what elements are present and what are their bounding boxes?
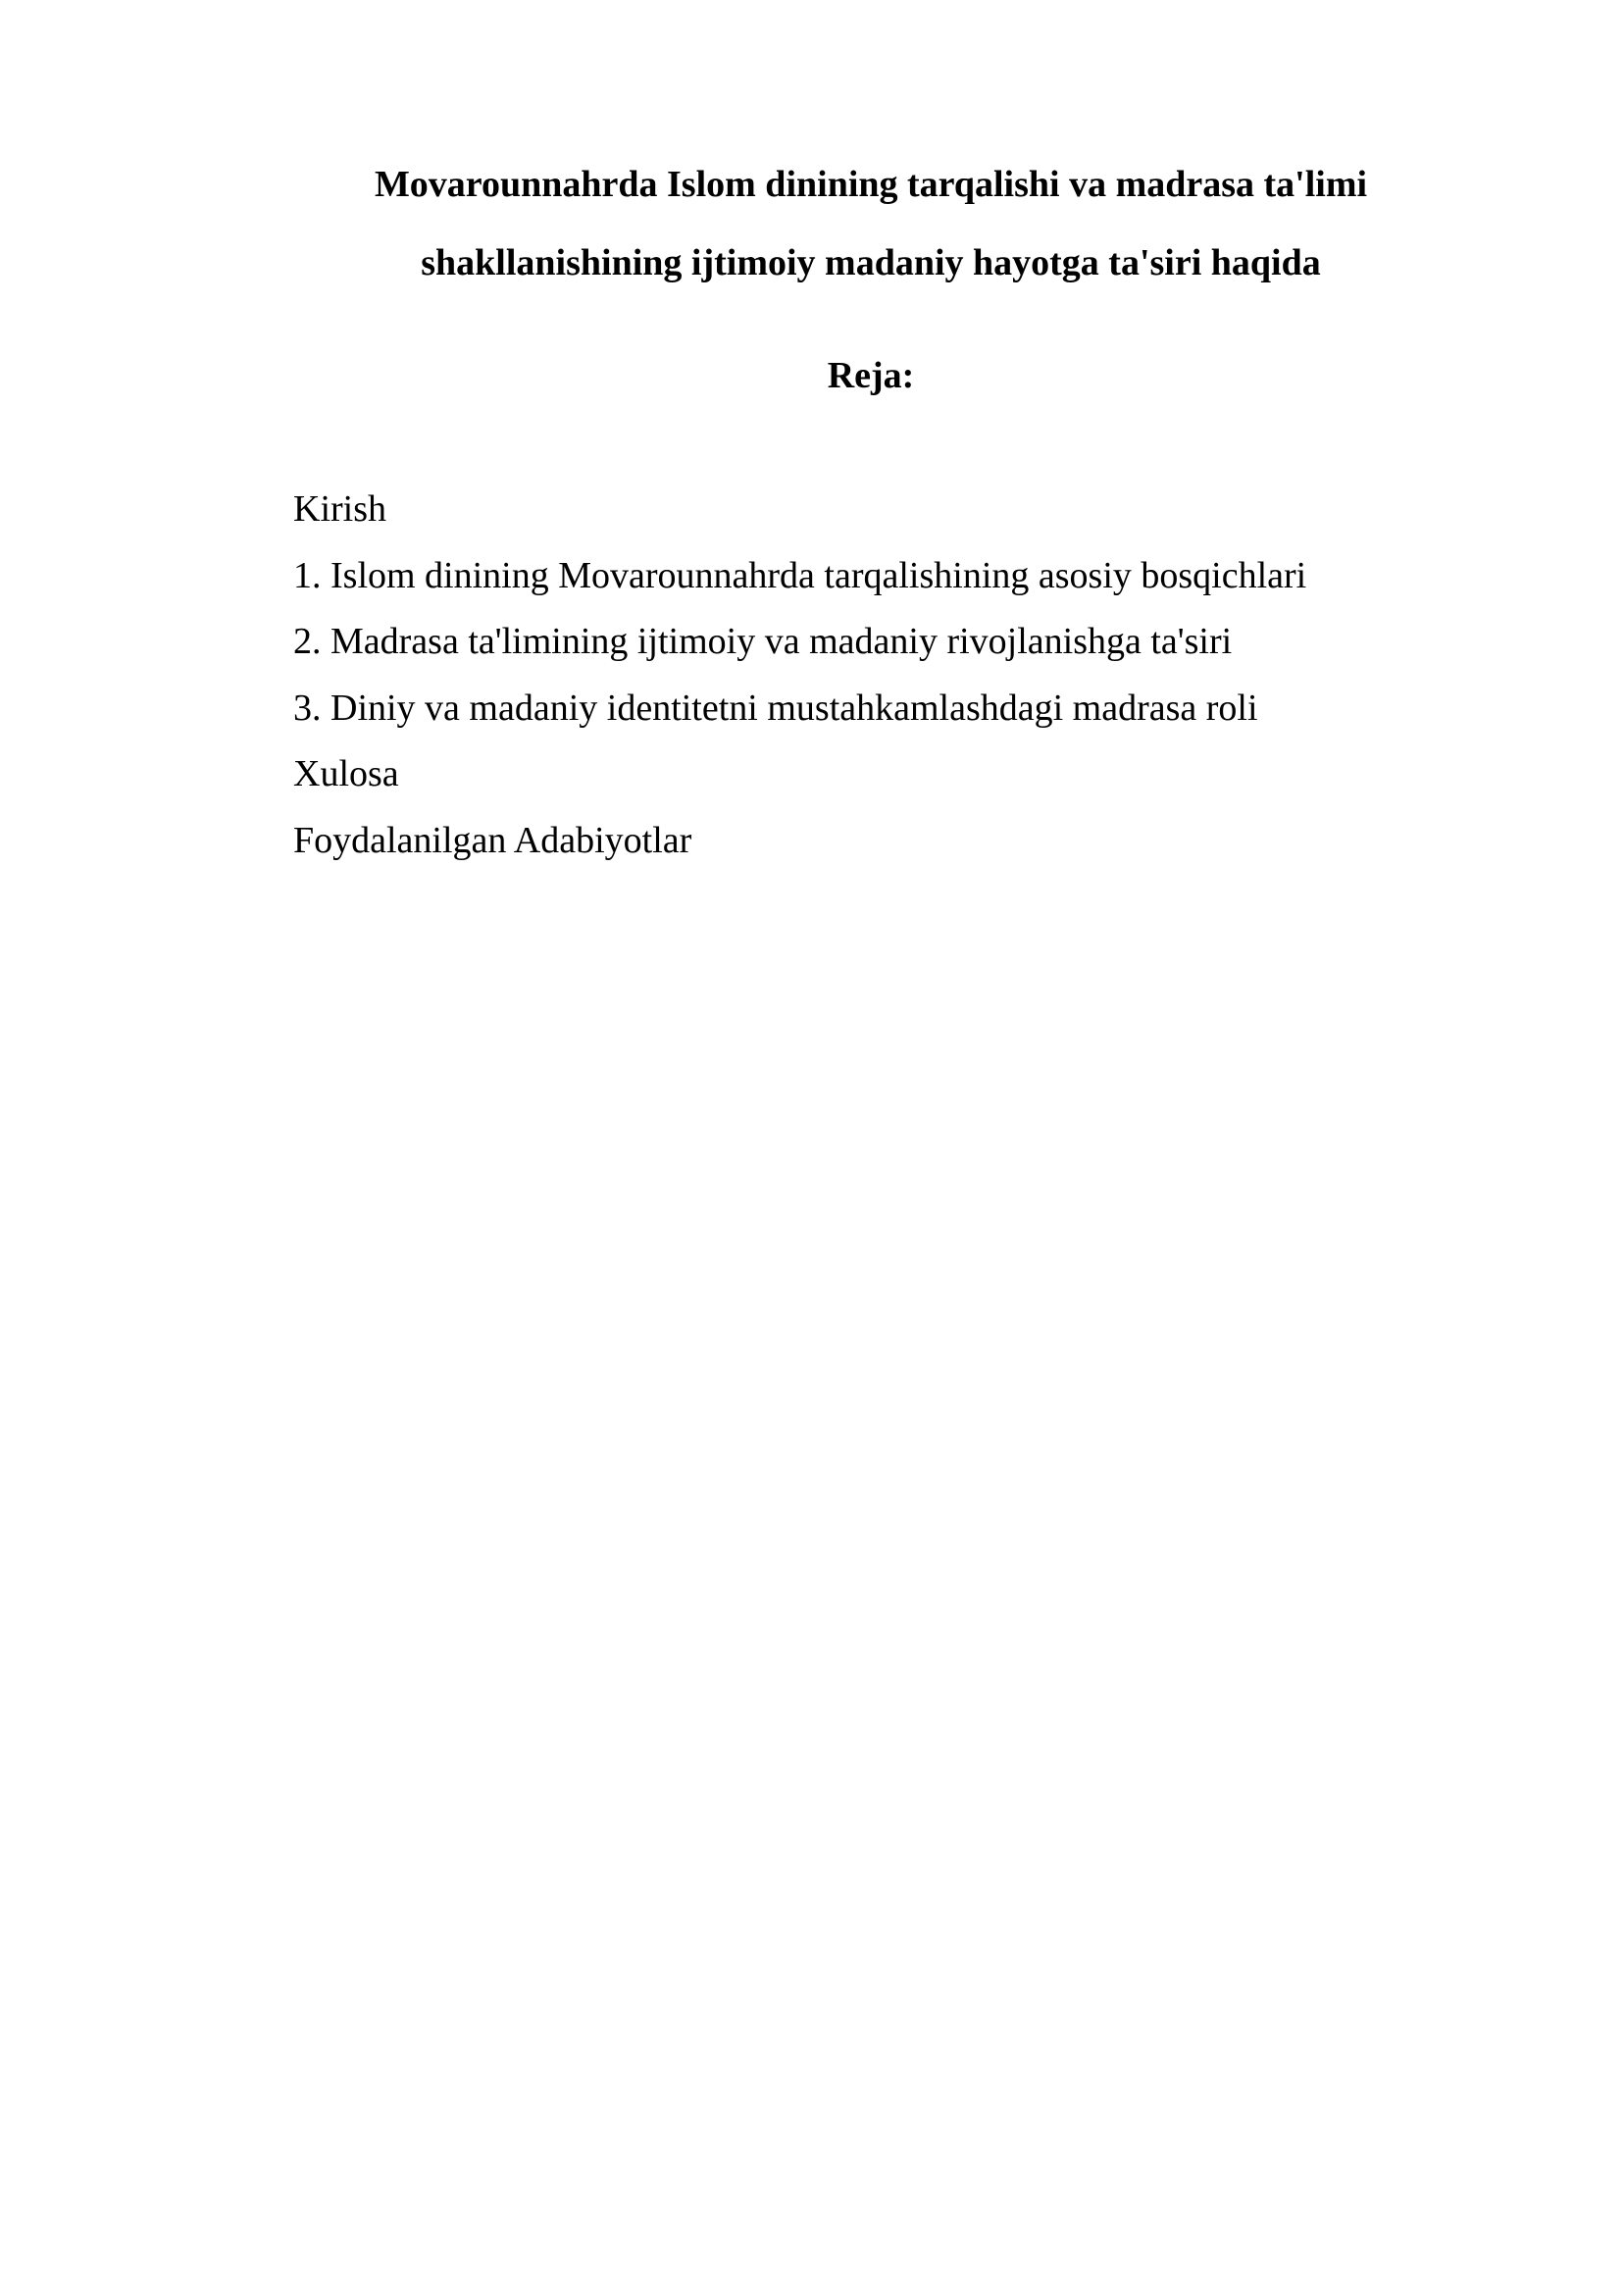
title-line: shakllanishining ijtimoiy madaniy hayotga ta'siri haqida	[421, 242, 1321, 283]
document-title	[294, 145, 1447, 302]
plan-item-introduction: Kirish	[293, 488, 386, 530]
plan-item-chapter-1: 1. Islom dinining Movarounnahrda tarqalishining asosiy bosqichlari	[293, 554, 1307, 596]
title-line: Movarounnahrda Islom dinining tarqalishi va madrasa ta'limi	[374, 164, 1368, 205]
plan-item-chapter-2: 2. Madrasa ta'limining ijtimoiy va madaniy rivojlanishga ta'siri	[293, 621, 1233, 663]
plan-list	[293, 477, 1450, 875]
plan-item-conclusion: Xulosa	[293, 753, 399, 795]
plan-item-references: Foydalanilgan Adabiyotlar	[293, 819, 692, 861]
plan-item-chapter-3: 3. Diniy va madaniy identitetni mustahkamlashdagi madrasa roli	[293, 687, 1258, 729]
plan-heading: Reja:	[827, 355, 915, 396]
